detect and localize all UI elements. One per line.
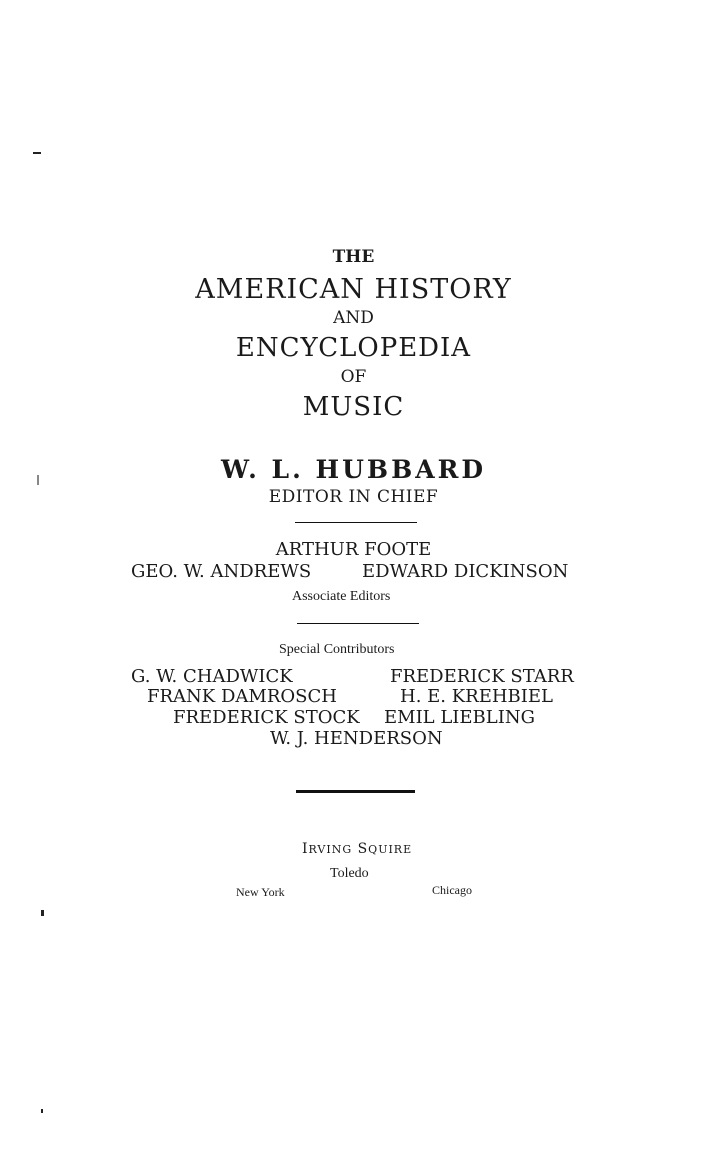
associate-editor-andrews: GEO. W. ANDREWS: [131, 561, 312, 582]
title-of: OF: [340, 367, 367, 387]
title-music: MUSIC: [302, 392, 405, 422]
contributor-henderson: W. J. HENDERSON: [270, 728, 443, 749]
contributor-damrosch: FRANK DAMROSCH: [147, 686, 337, 707]
divider-rule: [297, 623, 419, 624]
title-encyclopedia: ENCYCLOPEDIA: [235, 333, 472, 363]
editor-role: EDITOR IN CHIEF: [268, 487, 439, 507]
scan-speck: [33, 152, 41, 154]
scan-speck: [37, 475, 39, 485]
contributor-starr: FREDERICK STARR: [390, 666, 574, 687]
contributor-chadwick: G. W. CHADWICK: [131, 666, 293, 687]
divider-rule-thick: [296, 790, 415, 793]
contributor-stock: FREDERICK STOCK: [173, 707, 360, 728]
scan-speck: [41, 910, 44, 916]
editor-name: W. L. HUBBARD: [220, 455, 487, 484]
contributor-krehbiel: H. E. KREHBIEL: [400, 686, 553, 707]
contributor-liebling: EMIL LIEBLING: [384, 707, 535, 728]
associate-editor-foote: ARTHUR FOOTE: [275, 539, 432, 560]
associate-editor-dickinson: EDWARD DICKINSON: [362, 561, 569, 582]
scan-speck: [41, 1109, 43, 1113]
publisher-city-toledo: Toledo: [330, 866, 369, 881]
title-and: AND: [333, 308, 374, 328]
publisher-city-new-york: New York: [236, 885, 285, 899]
title-the: THE: [332, 247, 375, 267]
divider-rule: [295, 522, 417, 523]
title-american-history: AMERICAN HISTORY: [195, 274, 512, 305]
associate-editors-label: Associate Editors: [292, 589, 391, 604]
special-contributors-label: Special Contributors: [279, 642, 395, 657]
publisher-name: IRVING SQUIRE: [302, 841, 413, 857]
publisher-city-chicago: Chicago: [432, 883, 472, 897]
